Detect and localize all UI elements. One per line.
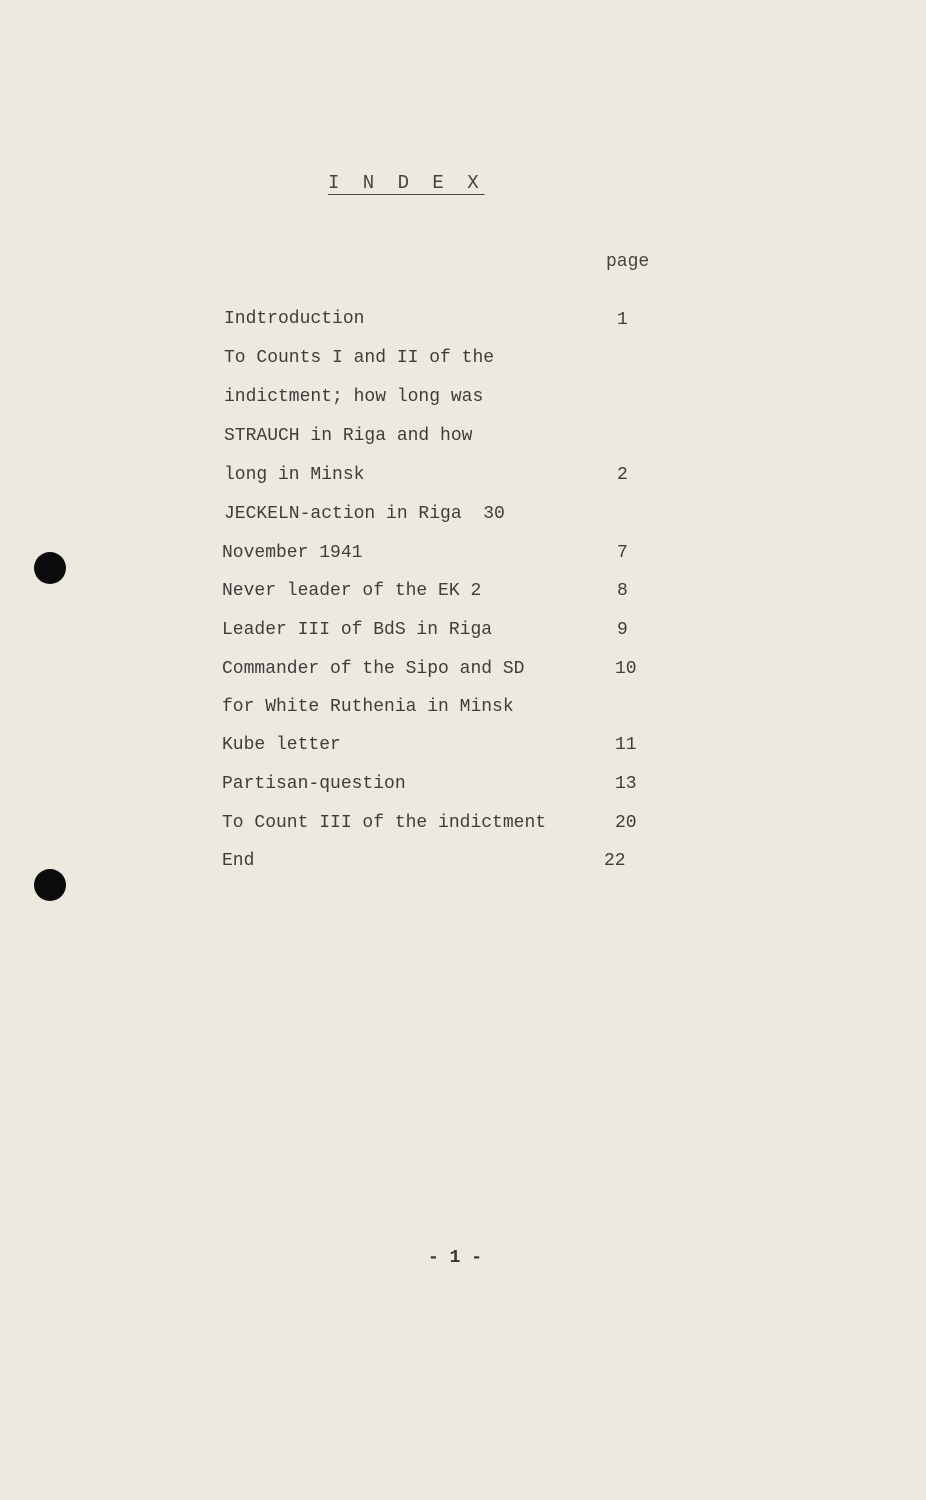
index-title: I N D E X (328, 172, 485, 194)
entry-line: Never leader of the EK 2 (222, 581, 482, 601)
punch-hole (34, 869, 66, 901)
entry-line: Leader III of BdS in Riga (222, 620, 493, 640)
entry-line: To Count III of the indictment (222, 813, 547, 833)
entry-page-number: 11 (615, 735, 637, 755)
page-column-header: page (606, 252, 650, 272)
entry-page-number: 13 (615, 774, 637, 794)
entry-page-number: 7 (617, 543, 628, 563)
entry-page-number: 20 (615, 813, 637, 833)
entry-line: for White Ruthenia in Minsk (222, 697, 514, 717)
entry-page-number: 9 (617, 620, 628, 640)
page-footer-number: - 1 - (428, 1248, 483, 1268)
entry-line: STRAUCH in Riga and how (224, 426, 473, 446)
entry-page-number: 8 (617, 581, 628, 601)
entry-page-number: 10 (615, 659, 637, 679)
entry-line: November 1941 (222, 543, 363, 563)
entry-line: Partisan-question (222, 774, 406, 794)
entry-line: Commander of the Sipo and SD (222, 659, 525, 679)
entry-line: End (222, 851, 255, 871)
entry-line: To Counts I and II of the (224, 348, 495, 368)
entry-line: JECKELN-action in Riga 30 (224, 504, 505, 524)
entry-line: indictment; how long was (224, 387, 484, 407)
entry-line: Indtroduction (224, 309, 365, 329)
punch-hole (34, 552, 66, 584)
entry-page-number: 1 (617, 310, 628, 330)
entry-line: Kube letter (222, 735, 341, 755)
entry-line: long in Minsk (224, 465, 365, 485)
entry-page-number: 22 (604, 851, 626, 871)
entry-page-number: 2 (617, 465, 628, 485)
